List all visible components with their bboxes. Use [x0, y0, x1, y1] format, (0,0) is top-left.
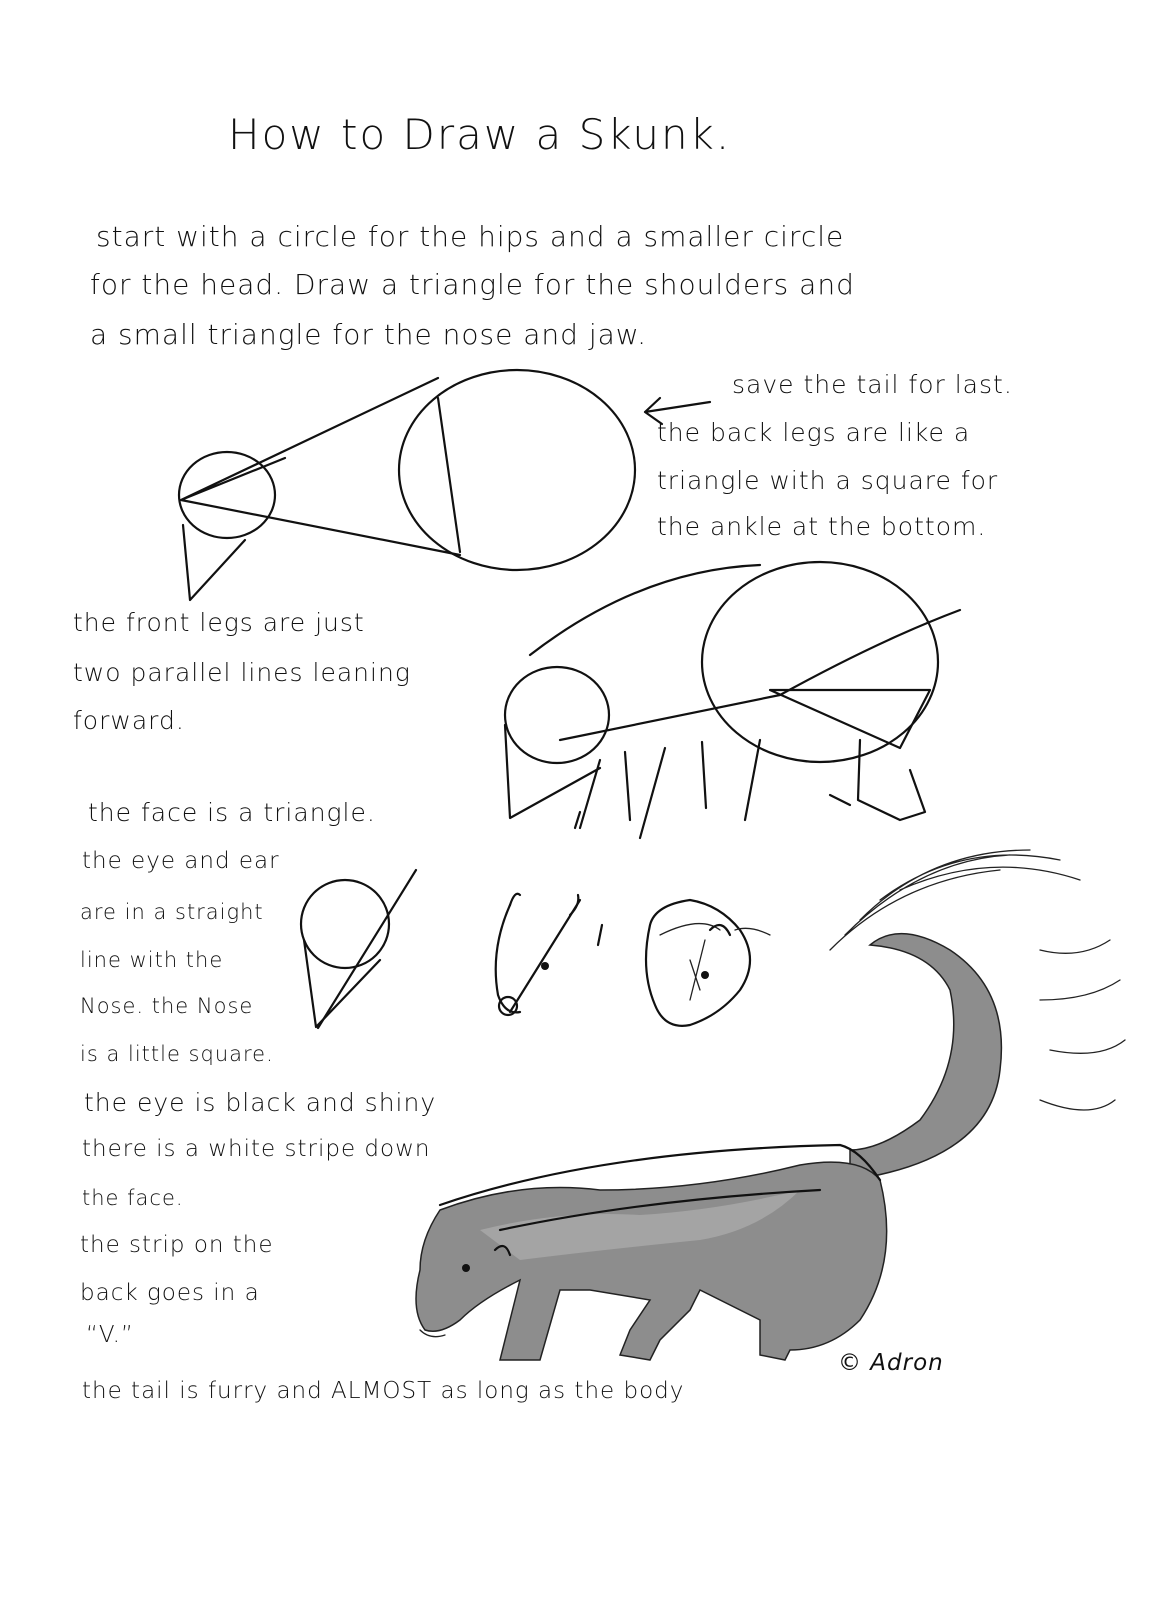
face-note-line-2: the eye and ear [82, 848, 280, 874]
face-note-line-10: the strip on the [80, 1232, 274, 1258]
artist-signature: © Adron [838, 1350, 944, 1376]
step1-basic-shapes [179, 370, 710, 600]
front-legs-line-1: the front legs are just [73, 608, 365, 637]
tail-note-line-1: save the tail for last. [732, 370, 1013, 399]
face-note-line-5: Nose. the Nose [80, 994, 254, 1018]
front-legs-line-2: two parallel lines leaning [73, 658, 411, 687]
face-note-line-9: the face. [82, 1186, 184, 1210]
face-note-line-6: is a little square. [80, 1042, 274, 1066]
intro-line-2: for the head. Draw a triangle for the shoulders and [90, 268, 855, 301]
face-note-line-8: there is a white stripe down [82, 1136, 431, 1162]
tail-note-line-4: the ankle at the bottom. [657, 512, 987, 541]
face-note-line-3: are in a straight [80, 900, 264, 924]
page-title: How to Draw a Skunk. [228, 110, 732, 159]
tail-furry-note: the tail is furry and ALMOST as long as the body [82, 1378, 685, 1404]
front-legs-line-3: forward. [73, 706, 185, 735]
tail-note-line-3: triangle with a square for [657, 466, 999, 495]
finished-skunk [416, 850, 1125, 1360]
tail-note-line-2: the back legs are like a [657, 418, 971, 447]
intro-line-3: a small triangle for the nose and jaw. [90, 318, 648, 351]
intro-line-1: start with a circle for the hips and a smaller circle [96, 220, 845, 253]
face-note-line-11: back goes in a [80, 1280, 260, 1306]
step3-head-sketches [301, 870, 602, 1028]
face-note-line-4: line with the [80, 948, 224, 972]
step2-legs [505, 562, 960, 838]
face-note-line-1: the face is a triangle. [88, 798, 376, 827]
face-note-line-12: “V.” [86, 1322, 134, 1348]
step4-shaded-head [646, 900, 770, 1026]
face-note-line-7: the eye is black and shiny [84, 1088, 437, 1117]
